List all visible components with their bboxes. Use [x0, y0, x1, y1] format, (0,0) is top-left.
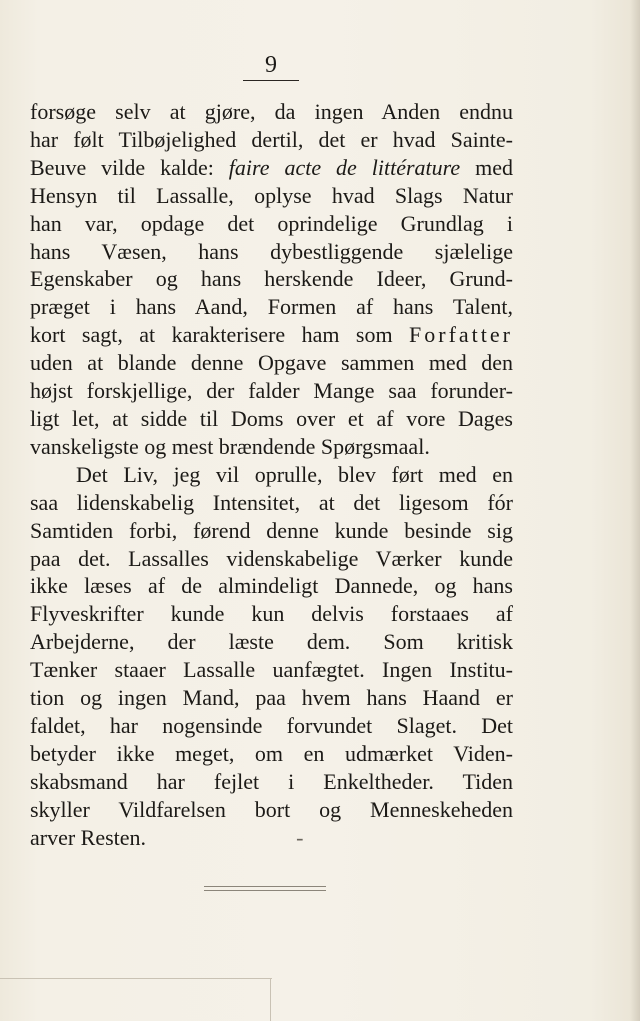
text-line: skyller Vildfarelsen bort og Menneskeheden: [30, 796, 513, 822]
text-line: [30, 154, 513, 182]
text-line: [30, 824, 513, 852]
spaced-word: Forfatter: [409, 322, 513, 348]
text-line: har følt Tilbøjelighed dertil, det er hvad Sainte-: [30, 126, 513, 152]
text-line: Egenskaber og hans herskende Ideer, Grund-: [30, 266, 513, 292]
scan-edge-line-vertical: [270, 978, 271, 1021]
paragraph-start-line: Det Liv, jeg vil oprulle, blev ført med en: [76, 461, 513, 487]
text-line: ikke læses af de almindeligt Dannede, og hans: [30, 573, 513, 599]
text-line: skabsmand har fejlet i Enkeltheder. Tiden: [30, 768, 513, 794]
text-line: ligt let, at sidde til Doms over et af vore Dages: [30, 405, 513, 431]
text-line: [30, 321, 513, 349]
text-line: Samtiden forbi, førend denne kunde besinde sig: [30, 517, 513, 543]
text-line: Flyveskrifter kunde kun delvis forstaaes af: [30, 601, 513, 627]
italic-phrase: faire acte de littérature: [228, 154, 461, 180]
scan-edge-line: [0, 978, 272, 979]
text-fragment: med: [460, 154, 513, 180]
section-end-rule: [204, 886, 326, 891]
body-text: [30, 98, 513, 851]
page-number: 9: [265, 52, 277, 78]
text-line: højst forskjellige, der falder Mange saa forunder-: [30, 378, 513, 404]
page-number-rule: [243, 80, 299, 81]
page-header: [243, 52, 299, 81]
text-line: hans Væsen, hans dybestliggende sjælelige: [30, 238, 513, 264]
text-line: han var, opdage det oprindelige Grundlag i: [30, 210, 513, 236]
page-edge-shadow: [630, 0, 640, 1021]
end-mark: -: [296, 824, 304, 850]
text-fragment: arver Resten.: [30, 824, 147, 850]
text-line: forsøge selv at gjøre, da ingen Anden endnu: [30, 99, 513, 124]
text-fragment: kort sagt, at karakterisere ham som: [30, 322, 410, 348]
text-line: uden at blande denne Opgave sammen med den: [30, 350, 513, 376]
text-line: Arbejderne, der læste dem. Som kritisk: [30, 629, 513, 655]
text-line: faldet, har nogensinde forvundet Slaget. Det: [30, 712, 513, 738]
text-line: præget i hans Aand, Formen af hans Talent,: [30, 294, 513, 320]
text-line: Tænker staaer Lassalle uanfægtet. Ingen Institu-: [30, 657, 513, 683]
text-line: paa det. Lassalles videnskabelige Værker kunde: [30, 545, 513, 571]
text-line: saa lidenskabelig Intensitet, at det ligesom fór: [30, 489, 513, 515]
text-line: Hensyn til Lassalle, oplyse hvad Slags Natur: [30, 182, 513, 208]
text-line: vanskeligste og mest brændende Spørgsmaal.: [30, 433, 430, 459]
text-line: betyder ikke meget, om en udmærket Viden-: [30, 740, 513, 766]
text-line: tion og ingen Mand, paa hvem hans Haand er: [30, 685, 513, 711]
text-fragment: Beuve vilde kalde:: [30, 154, 229, 180]
